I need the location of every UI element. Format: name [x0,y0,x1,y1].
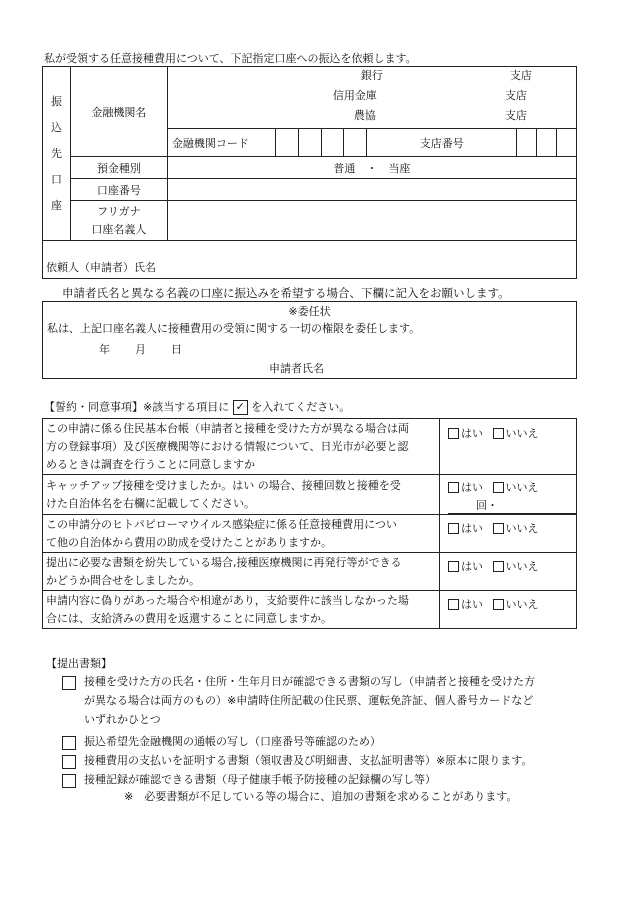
oath-item-4: 提出に必要な書類を紛失している場合,接種医療機関に再発行等ができる かどうか問合せをしましたか。 [43,553,440,591]
deposit-type-options[interactable]: 普通 ・ 当座 [167,157,576,179]
oath-row-2 [43,475,577,515]
branch-suffix-1: 支店 [509,69,532,82]
bank-side-label: 振 込 先 口 座 [43,67,71,241]
bank-type-bank: 銀行 [360,69,383,82]
oath-row-4 [43,553,577,591]
yes-checkbox[interactable]: はい [448,558,483,574]
deposit-type-label: 預金種別 [70,157,167,179]
oath-item-1: この申請に係る住民基本台帳（申請者と接種を受けた方が異なる場合は両 方の登録事項）及び医療機関等における情報について、日光市が必要と認 めるときは調査を行うことに同意しますか [43,419,440,475]
institution-code-cell-2[interactable] [298,129,321,157]
no-checkbox[interactable]: いいえ [493,479,539,495]
institution-code-cell-3[interactable] [321,129,344,157]
doc-checkbox[interactable] [62,736,76,750]
doc-checkbox[interactable] [62,774,76,788]
oath-answer-4[interactable] [440,553,577,591]
checkmark-icon: ✓ [233,400,248,415]
branch-number-cell-3[interactable] [556,129,576,157]
no-checkbox[interactable]: いいえ [493,596,539,612]
bank-type-credit-union: 信用金庫 [332,89,377,102]
institution-name-field[interactable] [167,67,576,129]
no-checkbox[interactable]: いいえ [493,558,539,574]
delegation-date-day: 日 [171,343,182,356]
oath-item-3: この申請分のヒトパピローマウイルス感染症に係る任意接種費用につい て他の自治体から費用の助成を受けたことがありますか。 [43,515,440,553]
account-number-label: 口座番号 [70,179,167,201]
branch-number-cell-1[interactable] [517,129,537,157]
doc-checkbox[interactable] [62,755,76,769]
oath-answer-2[interactable] [440,475,577,515]
docs-item-4: 接種記録が確認できる書類（母子健康手帳予防接種の記録欄の写し等） [62,773,592,792]
oath-row-3 [43,515,577,553]
account-number-field[interactable] [167,179,576,201]
institution-code-cell-1[interactable] [275,129,298,157]
bank-account-table [42,66,577,279]
no-checkbox[interactable]: いいえ [493,425,539,441]
oath-heading: 【誓約・同意事項】※該当する項目に ✓ を入れてください。 [44,400,351,414]
delegation-date-month: 月 [135,343,146,356]
bank-type-agri-coop: 農協 [353,109,376,122]
yes-checkbox[interactable]: はい [448,479,483,495]
docs-item-3: 接種費用の支払いを証明する書類（領収書及び明細書、支払証明書等）※原本に限ります。 [62,754,592,773]
oath-item-5: 申請内容に偽りがあった場合や相違があり，支給要件に該当しなかった場 合には、支給済みの費用を返還することに同意しますか。 [43,591,440,629]
catchup-times-field[interactable]: 回・ [448,499,576,514]
applicant-name-field[interactable]: 依頼人（申請者）氏名 [43,241,577,279]
no-checkbox[interactable]: いいえ [493,520,539,536]
doc-checkbox[interactable] [62,676,76,690]
docs-note: ※ 必要書類が不足している等の場合に、追加の書類を求めることがあります。 [124,790,518,803]
delegation-date-year: 年 [99,343,110,356]
institution-name-label: 金融機関名 [70,67,167,157]
delegation-title: ※委任状 [288,305,331,318]
delegation-note: 申請者氏名と異なる名義の口座に振込みを希望する場合、下欄に記入をお願いします。 [62,286,510,300]
oath-row-1 [43,419,577,475]
oath-answer-3[interactable] [440,515,577,553]
delegation-box[interactable] [42,301,577,379]
yes-checkbox[interactable]: はい [448,520,483,536]
branch-suffix-3: 支店 [504,109,527,122]
institution-code-label: 金融機関コード [167,129,275,157]
yes-checkbox[interactable]: はい [448,425,483,441]
docs-item-2: 振込希望先金融機関の通帳の写し（口座番号等確認のため） [62,735,592,754]
oath-row-5 [43,591,577,629]
branch-number-label: 支店番号 [367,129,517,157]
delegation-text: 私は、上記口座名義人に接種費用の受領に関する一切の権限を委任します。 [47,322,421,335]
docs-heading: 【提出書類】 [46,657,112,670]
institution-code-cell-4[interactable] [344,129,367,157]
oath-table [42,418,577,629]
account-holder-label: フリガナ 口座名義人 [70,201,167,241]
oath-answer-5[interactable] [440,591,577,629]
account-holder-field[interactable] [167,201,576,241]
delegation-applicant-label: 申請者氏名 [269,362,324,375]
docs-item-1: 接種を受けた方の氏名・住所・生年月日が確認できる書類の写し（申請者と接種を受けた方 が異なる場合は両方のもの）※申請時住所記載の住民票、運転免許証、個人番号カードなど いずれかひとつ [62,675,592,733]
branch-number-cell-2[interactable] [537,129,557,157]
docs-list [62,675,592,792]
oath-item-2: キャッチアップ接種を受けましたか。はい の場合、接種回数と接種を受 けた自治体名を右欄に記載してください。 [43,475,440,515]
intro-text: 私が受領する任意接種費用について、下記指定口座への振込を依頼します。 [44,52,417,65]
branch-suffix-2: 支店 [504,89,527,102]
oath-answer-1[interactable] [440,419,577,475]
yes-checkbox[interactable]: はい [448,596,483,612]
